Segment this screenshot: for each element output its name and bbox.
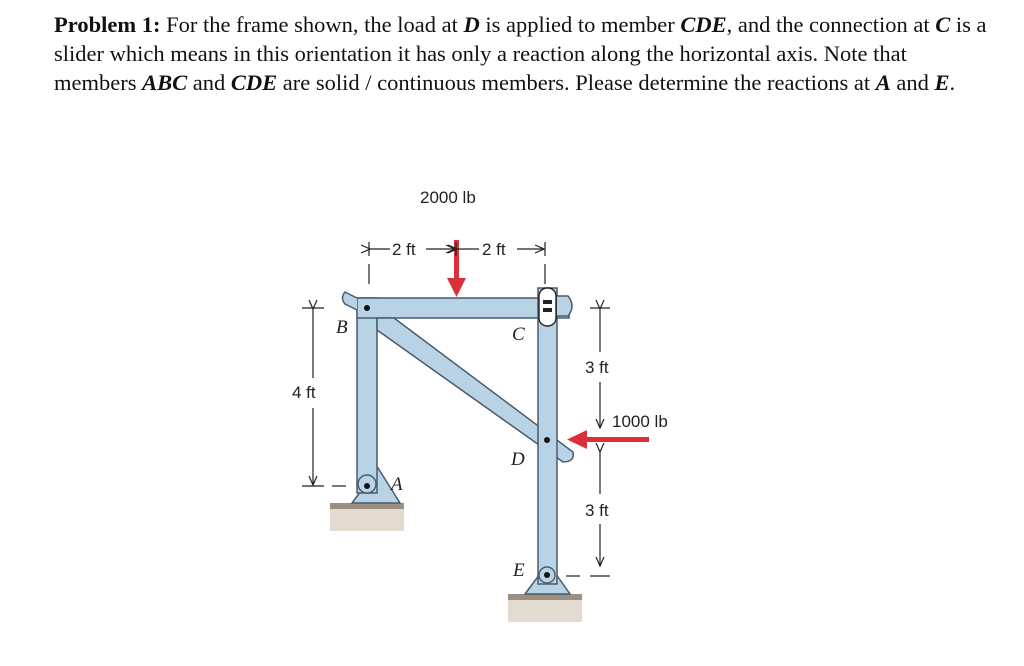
problem-text-segment: , and the connection at bbox=[726, 12, 936, 37]
label-e: E bbox=[513, 560, 525, 581]
load-2000-label: 2000 lb bbox=[420, 188, 476, 207]
member-abc-ref: ABC bbox=[142, 70, 188, 95]
dim-right-lower-label: 3 ft bbox=[585, 501, 609, 520]
ground-a bbox=[330, 503, 404, 531]
pin-e bbox=[544, 572, 550, 578]
load-1000-arrow bbox=[567, 430, 649, 449]
load-1000-label: 1000 lb bbox=[612, 412, 668, 431]
point-a-ref: A bbox=[875, 70, 891, 95]
slider-c bbox=[539, 288, 556, 326]
problem-text-segment: is a slider which means in this orientation it has only a reaction along the horizontal axis. Note that members bbox=[54, 12, 987, 95]
label-c: C bbox=[512, 324, 525, 345]
problem-label: Problem 1: bbox=[54, 12, 161, 37]
dim-right-upper-label: 3 ft bbox=[585, 358, 609, 377]
problem-text-segment: are solid / continuous members. Please determine the reactions at bbox=[277, 70, 876, 95]
point-e-ref: E bbox=[934, 70, 950, 95]
label-b: B bbox=[336, 317, 348, 338]
label-d: D bbox=[511, 449, 525, 470]
problem-text-segment: is applied to member bbox=[479, 12, 681, 37]
label-a: A bbox=[391, 474, 403, 495]
dim-top-left-label: 2 ft bbox=[392, 240, 416, 259]
dim-left-label: 4 ft bbox=[292, 383, 316, 402]
dim-top-right-label: 2 ft bbox=[482, 240, 506, 259]
problem-text-segment: For the frame shown, the load at bbox=[160, 12, 464, 37]
ground-e bbox=[508, 594, 582, 622]
pin-d bbox=[544, 437, 550, 443]
pin-a bbox=[364, 483, 370, 489]
member-cde bbox=[538, 288, 572, 584]
point-d-ref: D bbox=[463, 12, 480, 37]
member-cde-ref: CDE bbox=[680, 12, 727, 37]
problem-text-segment: and bbox=[890, 70, 935, 95]
problem-text-segment: and bbox=[187, 70, 231, 95]
point-c-ref: C bbox=[935, 12, 951, 37]
pin-b bbox=[364, 305, 370, 311]
member-cde-ref: CDE bbox=[230, 70, 278, 95]
problem-text-segment: . bbox=[949, 70, 956, 95]
